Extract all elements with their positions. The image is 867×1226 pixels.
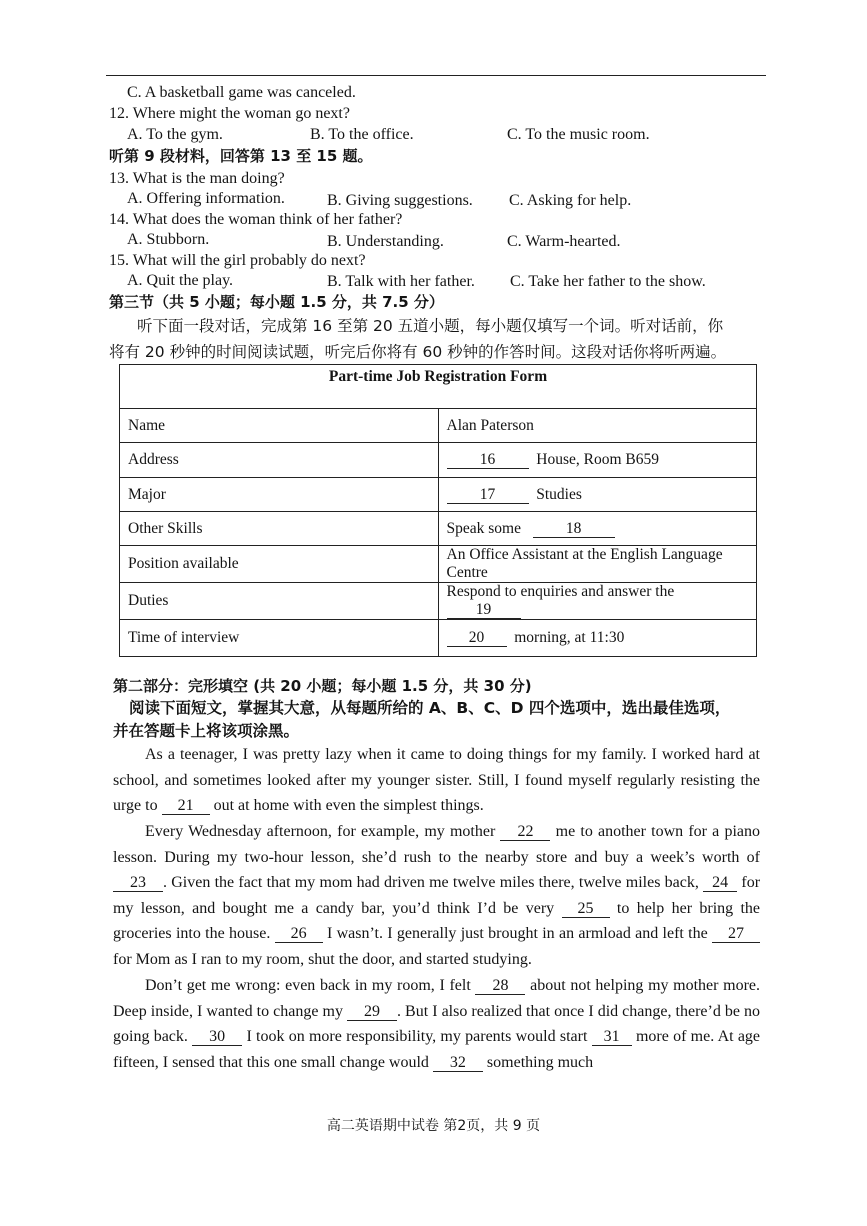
form-value	[438, 409, 757, 443]
form-label: Duties	[120, 583, 439, 620]
q11-option-c: C. A basketball game was canceled.	[127, 84, 356, 101]
answer-blank-20[interactable]: 20	[447, 630, 507, 647]
paragraph-text: something much	[486, 1053, 594, 1071]
cloze-blank-22[interactable]: 22	[500, 823, 550, 841]
form-label: Time of interview	[120, 620, 439, 657]
answer-blank-16[interactable]: 16	[447, 452, 529, 469]
q14-option-a: A. Stubborn.	[127, 231, 210, 248]
paragraph-text: Don’t get me wrong: even back in my room, I felt	[145, 977, 471, 994]
form-row-duties	[120, 583, 757, 620]
paragraph-text: I wasn’t. I generally just brought in an armload and left the	[326, 925, 708, 942]
q13-option-c: C. Asking for help.	[509, 192, 632, 209]
q15-option-b: B. Talk with her father.	[327, 273, 475, 290]
paragraph-text: for my lesson, and bought me a candy bar, you’d think I’d be very	[113, 874, 761, 917]
form-row-name	[120, 409, 757, 443]
form-value-text: House, Room B659	[536, 451, 659, 468]
page-footer: 高二英语期中试卷 第2页，共 9 页	[326, 1118, 541, 1134]
top-rule	[106, 75, 766, 76]
q12-option-a: A. To the gym.	[127, 126, 223, 143]
cloze-blank-29[interactable]: 29	[347, 1003, 397, 1021]
cloze-blank-21[interactable]: 21	[162, 797, 210, 815]
paragraph-text: more of me. At age fifteen, I sensed that this one small change would	[113, 1028, 761, 1071]
form-label: Address	[120, 443, 439, 478]
q14-option-b: B. Understanding.	[327, 233, 444, 250]
answer-blank-18[interactable]: 18	[533, 521, 615, 538]
paragraph-text: . Given the fact that my mom had driven me twelve miles there, twelve miles back,	[163, 874, 699, 891]
cloze-instruction-line2: 并在答题卡上将该项涂黑。	[113, 722, 300, 740]
paragraph-text: As a teenager, I was pretty lazy when it came to doing things for my family. I worked hard at school, and sometimes looked after my younger sister. Still, I found myself regularly resisting the urge to	[113, 746, 760, 814]
form-label: Position available	[120, 546, 439, 583]
form-value-text: Respond to enquiries and answer the	[446, 583, 675, 600]
form-value	[438, 478, 757, 512]
form-row-major	[120, 478, 757, 512]
cloze-instruction-line1: 阅读下面短文，掌握其大意，从每题所给的 A、B、C、D 四个选项中，选出最佳选项，	[129, 699, 731, 717]
q12-option-b: B. To the office.	[310, 126, 414, 143]
cloze-blank-23[interactable]: 23	[113, 874, 163, 892]
form-title: Part-time Job Registration Form	[120, 365, 757, 409]
form-value-text: Alan Paterson	[446, 416, 534, 434]
answer-blank-19[interactable]: 19	[447, 602, 521, 619]
cloze-blank-25[interactable]: 25	[562, 900, 610, 918]
form-value	[438, 620, 757, 657]
form-row-address	[120, 443, 757, 478]
form-row-position	[120, 546, 757, 583]
section3-instruction-line1: 听下面一段对话，完成第 16 至第 20 五道小题，每小题仅填写一个词。听对话前，你	[137, 317, 724, 335]
form-row-other-skills	[120, 512, 757, 546]
answer-blank-17[interactable]: 17	[447, 487, 529, 504]
paragraph-text: about not helping my mother more. Deep inside, I wanted to change my	[113, 977, 761, 1020]
cloze-blank-27[interactable]: 27	[712, 925, 760, 943]
q15-stem: 15. What will the girl probably do next?	[109, 252, 366, 269]
form-label: Other Skills	[120, 512, 439, 546]
q13-stem: 13. What is the man doing?	[109, 170, 285, 187]
form-value	[438, 546, 757, 583]
form-label: Name	[120, 409, 439, 443]
cloze-blank-24[interactable]: 24	[703, 874, 737, 892]
paragraph-text: for Mom as I ran to my room, shut the door, and started studying.	[113, 950, 532, 968]
section3-instruction-line2: 将有 20 秒钟的时间阅读试题，听完后你将有 60 秒钟的作答时间。这段对话你将听两遍。	[109, 343, 727, 361]
form-value	[438, 443, 757, 478]
q15-option-c: C. Take her father to the show.	[510, 273, 706, 290]
cloze-paragraph-1	[113, 742, 760, 819]
form-value-text: Studies	[536, 485, 582, 503]
paragraph-text: out at home with even the simplest things.	[213, 797, 484, 814]
paragraph-text: Every Wednesday afternoon, for example, my mother	[145, 823, 496, 840]
q12-stem: 12. Where might the woman go next?	[109, 105, 350, 122]
q14-stem: 14. What does the woman think of her father?	[109, 211, 403, 228]
form-value	[438, 512, 757, 546]
q12-option-c: C. To the music room.	[507, 126, 650, 143]
cloze-heading: 第二部分：完形填空 (共 20 小题；每小题 1.5 分，共 30 分)	[113, 677, 532, 695]
registration-form-table	[119, 364, 757, 657]
paragraph-text: I took on more responsibility, my parents would start	[246, 1028, 588, 1045]
q15-option-a: A. Quit the play.	[127, 272, 234, 289]
q13-option-a: A. Offering information.	[127, 190, 285, 207]
q13-option-b: B. Giving suggestions.	[327, 192, 473, 209]
paragraph-text: me to another town for a piano lesson. During my two-hour lesson, she’d rush to the nearby store and buy a week’s worth of	[113, 823, 761, 866]
form-row-interview-time	[120, 620, 757, 657]
form-value-text: Speak some	[446, 519, 521, 537]
form-label: Major	[120, 478, 439, 512]
cloze-blank-30[interactable]: 30	[192, 1028, 242, 1046]
q14-option-c: C. Warm-hearted.	[507, 233, 621, 250]
section9-heading: 听第 9 段材料，回答第 13 至 15 题。	[109, 147, 373, 165]
cloze-blank-32[interactable]: 32	[433, 1054, 483, 1072]
paragraph-text: to help her bring the groceries into the house.	[113, 899, 761, 942]
form-value	[438, 583, 757, 620]
cloze-blank-28[interactable]: 28	[475, 977, 525, 995]
form-value-text: morning, at 11:30	[514, 629, 625, 646]
section3-heading: 第三节（共 5 小题；每小题 1.5 分，共 7.5 分）	[109, 293, 444, 311]
paragraph-text: . But I also realized that once I did change, there’d be no going back.	[113, 1002, 761, 1045]
cloze-blank-26[interactable]: 26	[275, 925, 323, 943]
cloze-blank-31[interactable]: 31	[592, 1028, 632, 1046]
form-value-text: An Office Assistant at the English Language Centre	[446, 546, 723, 581]
cloze-paragraph-2	[113, 819, 760, 972]
cloze-paragraph-3	[113, 973, 760, 1075]
